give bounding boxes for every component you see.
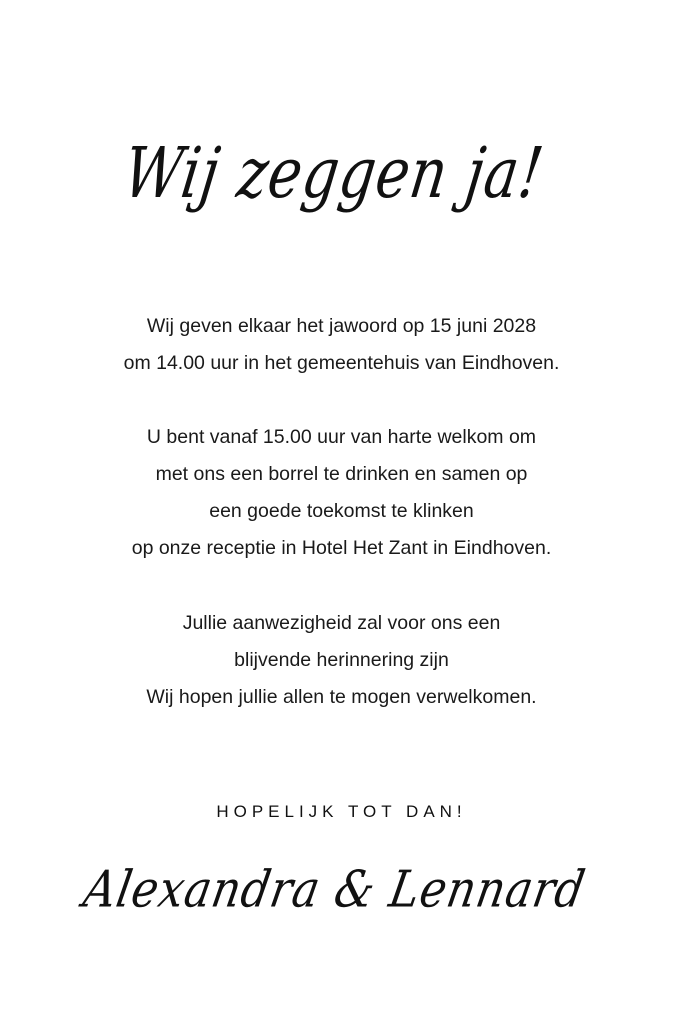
paragraph-reception — [0, 419, 683, 567]
text-line: Wij hopen jullie allen te mogen verwelkomen. — [146, 686, 537, 708]
paragraph-closing-words — [0, 605, 683, 716]
text-line: op onze receptie in Hotel Het Zant in Eindhoven. — [131, 537, 552, 559]
paragraph-ceremony — [0, 308, 683, 382]
headline: Wij zeggen ja! — [118, 133, 549, 215]
text-line: U bent vanaf 15.00 uur van harte welkom om — [146, 426, 537, 448]
text-line: met ons een borrel te drinken en samen op — [155, 463, 528, 485]
closing-line: HOPELIJK TOT DAN! — [216, 802, 467, 821]
text-line: Wij geven elkaar het jawoord op 15 juni 2028 — [146, 315, 537, 337]
text-line: een goede toekomst te klinken — [209, 500, 474, 522]
signature: Alexandra & Lennard — [79, 860, 590, 919]
text-line: Jullie aanwezigheid zal voor ons een — [182, 612, 501, 634]
text-line: blijvende herinnering zijn — [234, 649, 449, 671]
text-line: om 14.00 uur in het gemeentehuis van Eindhoven. — [123, 352, 560, 374]
